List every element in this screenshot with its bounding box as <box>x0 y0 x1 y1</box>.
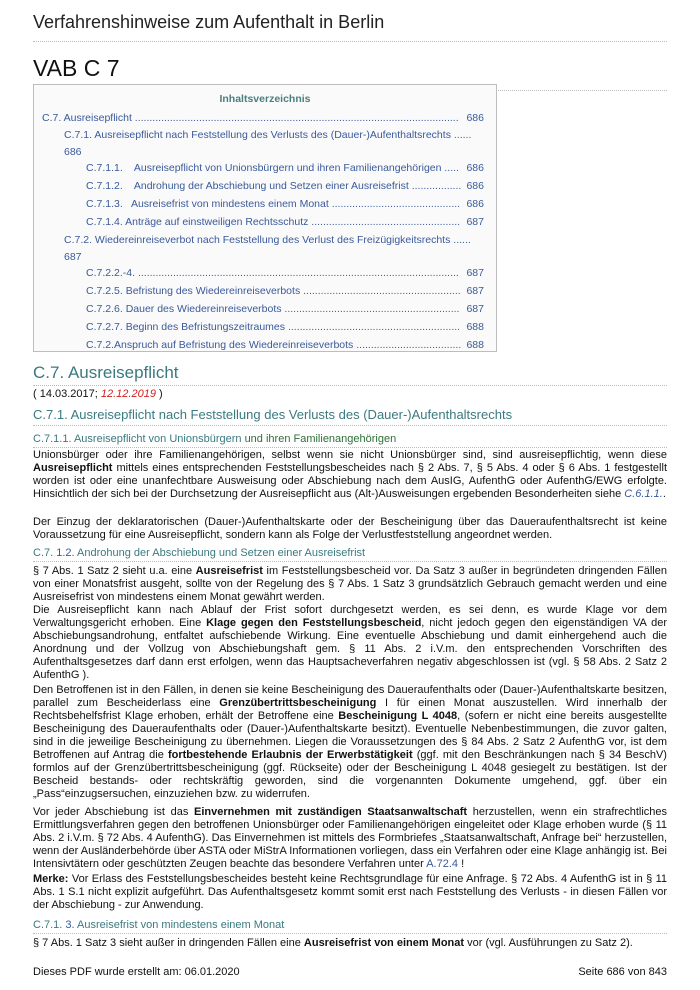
toc-entry[interactable] <box>86 339 490 351</box>
section-dates: ( 14.03.2017; 12.12.2019 ) <box>33 388 163 400</box>
heading-c711: C.7.1.1. Ausreisepflicht von Unionsbürgern und ihren Familienangehörigen <box>33 433 667 448</box>
footer-page-number: Seite 686 von 843 <box>578 966 667 978</box>
toc-leader-dots: ............................................ <box>328 198 461 210</box>
toc-entry-page: 686 <box>466 198 484 210</box>
paragraph-c711-2: Der Einzug der deklaratorischen (Dauer-)Aufenthaltskarte oder der Bescheinigung über das Daueraufenthaltsrecht ist keine Voraussetzung für eine Ausreisepflicht, sondern kann als Folge der Verlustfeststellung angeordnet werden. <box>33 516 667 541</box>
toc-leader-dots: ...................................................... <box>300 285 461 297</box>
section-heading-c7: C.7. Ausreisepflicht <box>33 363 667 386</box>
toc-leader-dots: ........................................................... <box>285 321 461 333</box>
toc-entry-label: C.7.2.6. Dauer des Wiedereinreiseverbots <box>86 303 282 315</box>
toc-entry-page: 688 <box>466 339 484 351</box>
toc-leader-dots: .................................... <box>353 339 462 351</box>
toc-leader-dots: ................................................... <box>308 216 461 228</box>
heading-c713: C.7.1. 3. Ausreisefrist von mindestens einem Monat <box>33 919 667 934</box>
toc-entry-page: 688 <box>466 321 484 333</box>
toc-entry[interactable] <box>86 180 490 192</box>
toc-entry-label: C.7.1.3. Ausreisefrist von mindestens einem Monat <box>86 198 329 210</box>
paragraph-c712-4: Vor jeder Abschiebung ist das Einvernehmen mit zuständigen Staatsanwaltschaft herzustellen, wenn ein strafrechtliches Ermittlungsverfahren gegen den betroffenen Unionsbürger oder Familienangehörigen eingeleitet oder Klage erhoben wurde (§ 11 Abs. 2 i.V.m. § 72 Abs. 4 AufenthG). Das Einvernehmen ist mittels des Formbriefes „Staatsanwaltschaft, Anfrage bei“ herzustellen, wenn der Ausländerbehörde über ASTA oder MiStrA Informationen vorliegen, dass ein Verfahren oder eine Klage anhängig ist. Bei Intensivtätern oder geschützten Zeugen beachte das besondere Verfahren unter A.72.4 ! <box>33 806 667 870</box>
toc-entry[interactable] <box>42 112 490 124</box>
toc-entry-label: C.7.1. Ausreisepflicht nach Feststellung des Verlusts des (Dauer-)Aufenthaltsrechts <box>64 129 451 141</box>
toc-leader-dots: ...... <box>450 129 472 141</box>
page-footer <box>33 966 667 978</box>
toc-entry-label: C.7.2.7. Beginn des Befristungszeitraumes <box>86 321 286 333</box>
toc-leader-dots: ...... <box>450 234 471 246</box>
toc-entry[interactable] <box>86 303 490 315</box>
toc-entry[interactable] <box>86 321 490 333</box>
footer-created: Dieses PDF wurde erstellt am: 06.01.2020 <box>33 966 240 978</box>
toc-entry-page: 687 <box>466 303 484 315</box>
toc-entry[interactable] <box>86 267 490 279</box>
toc-leader-dots: ................. <box>408 180 462 192</box>
toc-entry-page: 686 <box>466 112 484 124</box>
link-a724[interactable]: A.72.4 <box>426 858 459 870</box>
toc-entry-page: 687 <box>64 251 82 263</box>
toc-leader-dots: ............................................................................................................... <box>131 112 459 124</box>
paragraph-c713-1: § 7 Abs. 1 Satz 3 sieht außer in dringenden Fällen eine Ausreisefrist von einem Monat vor (vgl. Ausführungen zu Satz 2). <box>33 937 633 949</box>
toc-entry[interactable] <box>86 285 490 297</box>
toc-entry-label: C.7.1.2. Androhung der Abschiebung und Setzen einer Ausreisefrist <box>86 180 409 192</box>
toc-entry-page: 686 <box>466 180 484 192</box>
paragraph-c712-2: Die Ausreisepflicht kann nach Ablauf der Frist sofort durchgesetzt werden, es sei denn, es wurde Klage vor dem Verwaltungsgericht erhoben. Eine Klage gegen den Feststellungsbescheid, nicht jedoch gegen den eigenständigen VA der Abschiebungsandrohung, entfaltet aufschiebende Wirkung. Eine eventuelle Abschiebung und damit einhergehend auch die Anordnung und der Vollzug von Abschiebungshaft gem. § 11 Abs. 2 i.V.m. den entsprechenden Vorschriften des Aufenthaltsgesetzes darf dann erst erfolgen, wenn das Hauptsacheverfahren negativ abgeschlossen ist (vgl. § 58 Abs. 2 Satz 2 AufenthG ). <box>33 604 668 681</box>
toc-leader-dots: ..... <box>441 162 459 174</box>
toc-leader-dots: .............................................................................................................. <box>135 267 459 279</box>
toc-entry-label: C.7.2.2.-4. <box>86 267 136 279</box>
toc-entry-label: C.7.2.5. Befristung des Wiedereinreiseverbots <box>86 285 301 297</box>
toc-title: Inhaltsverzeichnis <box>219 93 311 105</box>
site-header-title: Verfahrenshinweise zum Aufenthalt in Berlin <box>33 12 667 42</box>
toc-entry-page: 687 <box>466 216 484 228</box>
heading-c71: C.7.1. Ausreisepflicht nach Feststellung des Verlusts des (Dauer-)Aufenthaltsrechts <box>33 407 667 426</box>
toc-entry[interactable] <box>86 216 490 228</box>
document-title: VAB C 7 <box>33 55 667 91</box>
toc-entry-label: C.7.2. Wiedereinreiseverbot nach Feststellung des Verlust des Freizügigkeitsrechts <box>64 234 451 246</box>
toc-entry-page: 687 <box>466 267 484 279</box>
toc-entry-page: 686 <box>64 146 82 158</box>
link-c611[interactable]: C.6.1.1. <box>624 488 663 500</box>
toc-leader-dots: ............................................................ <box>281 303 460 315</box>
toc-entry-label: C.7.2.Anspruch auf Befristung des Wiedereinreiseverbots <box>86 339 354 351</box>
toc-entry-label: C.7.1.1. Ausreisepflicht von Unionsbürgern und ihren Familienangehörigen <box>86 162 442 174</box>
heading-c712: C.7. 1.2. Androhung der Abschiebung und Setzen einer Ausreisefrist <box>33 547 667 562</box>
toc-entry[interactable] <box>86 198 490 210</box>
toc-entry-label: C.7. Ausreisepflicht <box>42 112 132 124</box>
toc-entry-label: C.7.1.4. Anträge auf einstweiligen Rechtsschutz <box>86 216 309 228</box>
toc-entry-page: 687 <box>466 285 484 297</box>
paragraph-c712-1: § 7 Abs. 1 Satz 2 sieht u.a. eine Ausreisefrist im Feststellungsbescheid vor. Da Satz 3 außer in begründeten dringenden Fällen von einer Monatsfrist ausgeht, sollte von der Regelung des § 7 Abs. 1 Satz 3 grundsätzlich Gebrauch gemacht werden und eine Ausreisefrist von mindestens einem Monat gewährt werden. <box>33 565 667 603</box>
toc-entry[interactable] <box>64 234 490 263</box>
paragraph-c712-3: Den Betroffenen ist in den Fällen, in denen sie keine Bescheinigung des Daueraufenthalts oder (Dauer-)Aufenthaltskarte besitzen, parallel zum Bescheiderlass eine Grenzübertrittsbescheinigung I für einen Monat auszustellen. Wird innerhalb der Rechtsbehelfsfrist Klage erhoben, erhält der Betroffene eine Bescheinigung L 4048, (sofern er nicht eine bereits ausgestellte Bescheinigung des Daueraufenthalts oder (Dauer-)Aufenthaltskarte besitzt). Eventuelle Nebenbestimmungen, die zuvor galten, sind in die jeweilige Bescheinigung zu übernehmen. Liegen die Voraussetzungen des § 84 Abs. 2 Satz 2 AufenthG vor, ist dem Betroffenen auf Antrag die fortbestehende Erlaubnis der Erwerbstätigkeit (ggf. mit den Beschränkungen nach § 34 BeschV) formlos auf der Grenzübertrittsbescheinigung (ggf. Rückseite) oder der Bescheinigung L 4048 gesiegelt zu bestätigen. Ist der Bescheid bestands- oder rechtskräftig geworden, sind die vorgenannten Dokumente umgehend, ggf. über ein „Pass“einzugsersuchen, einzuziehen bzw. zu widerrufen. <box>33 684 667 800</box>
paragraph-c711-1: Unionsbürger oder ihre Familienangehörigen, selbst wenn sie nicht Unionsbürger sind, sind ausreisepflichtig, wenn diese Ausreisepflicht mittels eines entsprechenden Feststellungsbescheides nach § 2 Abs. 7, § 5 Abs. 4 oder § 6 Abs. 1 festgestellt worden ist oder eine unanfechtbare Ausweisung oder Abschiebung nach dem AusIG, AufenthG oder AufenthG/EWG erfolgte. Hinsichtlich der sich bei der Durchsetzung der Ausreisepflicht aus (Alt-)Ausweisungen ergebenden Besonderheiten siehe C.6.1.1.. <box>33 449 667 500</box>
toc-entry[interactable] <box>64 129 490 158</box>
table-of-contents <box>33 84 497 352</box>
toc-entry-page: 686 <box>466 162 484 174</box>
paragraph-c712-merke: Merke: Vor Erlass des Feststellungsbescheides besteht keine Rechtsgrundlage für eine Anfrage. § 72 Abs. 4 AufenthG ist in § 11 Abs. 1 S.1 nicht explizit aufgeführt. Das Aufenthaltsgesetz kommt somit erst nach Feststellung des Verlusts - in diesen Fällen vor der Abschiebung - zur Anwendung. <box>33 873 667 911</box>
updated-date: 12.12.2019 <box>100 388 156 400</box>
toc-entry[interactable] <box>86 162 490 174</box>
